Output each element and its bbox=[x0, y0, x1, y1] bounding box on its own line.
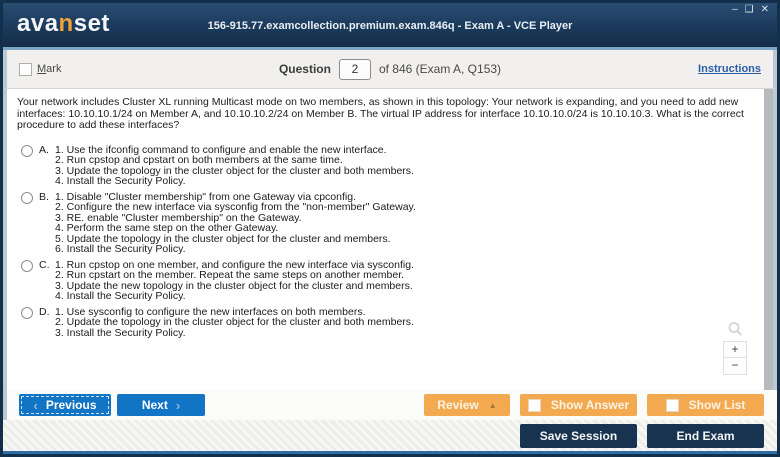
previous-button[interactable] bbox=[19, 394, 111, 416]
next-button[interactable] bbox=[117, 394, 205, 416]
option-step: 2. Configure the new interface via sysconfig from the "non-member" Gateway. bbox=[55, 201, 416, 213]
option-steps bbox=[55, 145, 414, 187]
radio-icon[interactable] bbox=[21, 260, 33, 272]
question-counter bbox=[7, 59, 773, 80]
option-steps bbox=[55, 192, 416, 255]
triangle-up-icon: ▲ bbox=[488, 400, 497, 410]
window-frame bbox=[773, 89, 777, 390]
option-step: 1. Run cpstop on one member, and configure the new interface via sysconfig. bbox=[55, 258, 414, 271]
answer-option-c[interactable] bbox=[17, 260, 751, 302]
option-step: 4. Install the Security Policy. bbox=[55, 290, 186, 302]
show-list-button[interactable] bbox=[647, 394, 764, 416]
option-letter: A. bbox=[39, 143, 49, 156]
instructions-link[interactable]: Instructions bbox=[698, 63, 761, 75]
review-button[interactable] bbox=[424, 394, 510, 416]
review-label: Review bbox=[437, 398, 479, 412]
question-header bbox=[3, 50, 777, 89]
minimize-icon[interactable]: – bbox=[732, 4, 738, 15]
zoom-out-button[interactable]: − bbox=[723, 358, 747, 375]
option-step: 2. Run cpstart on the member. Repeat the same steps on another member. bbox=[55, 269, 405, 281]
show-list-label: Show List bbox=[688, 398, 746, 412]
question-number-input[interactable]: 2 bbox=[339, 59, 371, 80]
answer-option-b[interactable] bbox=[17, 192, 751, 255]
close-icon[interactable]: ✕ bbox=[760, 4, 769, 15]
show-list-checkbox[interactable] bbox=[666, 399, 679, 412]
nav-right-group bbox=[424, 394, 764, 416]
save-session-button[interactable]: Save Session bbox=[520, 424, 637, 448]
option-step: 4. Install the Security Policy. bbox=[55, 175, 186, 187]
question-text: Your network includes Cluster XL running Multicast mode on two members, as shown in this topology: Your network is expanding, and you need to add new interfaces: 10.10.10.1/24 on Member A, and 10.10.10.2/24 on Member B. The virtual IP address for interface 10.10.10.0/24 is 10.10.10.3. What is the correct procedure to add these interfaces? bbox=[17, 96, 744, 131]
option-letter: D. bbox=[39, 305, 50, 318]
option-step: 1. Use the ifconfig command to configure and enable the new interface. bbox=[55, 143, 387, 156]
question-content bbox=[3, 89, 777, 390]
option-step: 3. RE. enable "Cluster membership" on the Gateway. bbox=[55, 211, 302, 224]
logo-text: ava bbox=[17, 10, 59, 37]
show-answer-button[interactable] bbox=[520, 394, 637, 416]
window-title: 156-915.77.examcollection.premium.exam.846q - Exam A - VCE Player bbox=[207, 20, 573, 32]
zoom-widget bbox=[723, 321, 747, 375]
option-step: 3. Install the Security Policy. bbox=[55, 326, 186, 339]
answer-option-d[interactable] bbox=[17, 307, 751, 339]
radio-icon[interactable] bbox=[21, 145, 33, 157]
maximize-icon[interactable]: ❑ bbox=[744, 4, 754, 15]
option-step: 6. Install the Security Policy. bbox=[55, 243, 186, 255]
option-letter: B. bbox=[39, 190, 49, 203]
option-step: 4. Perform the same step on the other Gateway. bbox=[55, 222, 279, 234]
chevron-left-icon: ‹ bbox=[33, 397, 38, 413]
next-label: Next bbox=[141, 398, 168, 412]
title-bar bbox=[3, 3, 777, 47]
radio-icon[interactable] bbox=[21, 192, 33, 204]
bottom-accent-line bbox=[3, 451, 777, 454]
chevron-right-icon: › bbox=[175, 397, 181, 413]
option-step: 2. Update the topology in the cluster object for the cluster and both members. bbox=[55, 316, 414, 328]
option-step: 3. Update the new topology in the cluster object for the cluster and members. bbox=[55, 279, 413, 292]
zoom-in-button[interactable]: + bbox=[723, 341, 747, 358]
answer-option-a[interactable] bbox=[17, 145, 751, 187]
option-step: 1. Use sysconfig to configure the new interfaces on both members. bbox=[55, 305, 366, 318]
question-label: Question bbox=[278, 62, 331, 76]
mark-label: Mark bbox=[37, 63, 62, 75]
option-steps bbox=[55, 307, 414, 339]
option-letter: C. bbox=[39, 258, 50, 271]
option-step: 1. Disable "Cluster membership" from one Gateway via cpconfig. bbox=[55, 190, 356, 203]
radio-icon[interactable] bbox=[21, 307, 33, 319]
show-answer-checkbox[interactable] bbox=[528, 399, 541, 412]
window-controls bbox=[732, 5, 769, 15]
option-step: 5. Update the topology in the cluster object for the cluster and members. bbox=[55, 232, 391, 245]
logo-accent-letter: n bbox=[58, 10, 74, 37]
navigation-bar bbox=[3, 390, 777, 420]
question-total: of 846 (Exam A, Q153) bbox=[378, 62, 502, 76]
show-answer-label: Show Answer bbox=[550, 398, 630, 412]
option-step: 3. Update the topology in the cluster object for the cluster and both members. bbox=[55, 164, 414, 177]
scrollbar[interactable] bbox=[764, 89, 773, 390]
previous-label: Previous bbox=[45, 398, 97, 412]
option-steps bbox=[55, 260, 414, 302]
option-step: 2. Run cpstop and cpstart on both members at the same time. bbox=[55, 154, 343, 166]
end-exam-button[interactable]: End Exam bbox=[647, 424, 764, 448]
magnifier-icon[interactable] bbox=[727, 321, 743, 337]
footer-bar bbox=[3, 420, 777, 451]
logo-text: set bbox=[73, 10, 110, 37]
